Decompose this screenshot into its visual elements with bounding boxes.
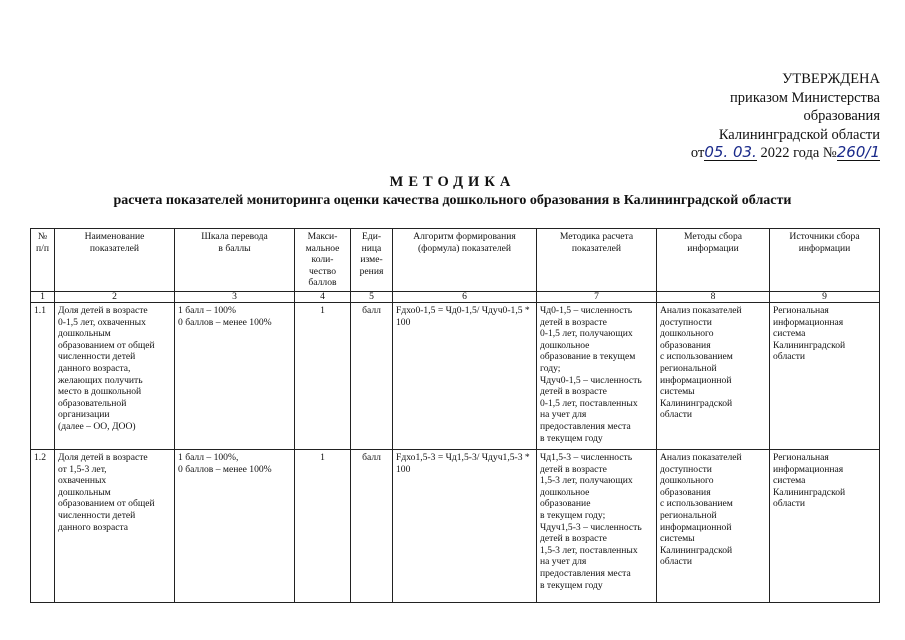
calculation-method: Чд0-1,5 – численность детей в возрасте 0-1,5 лет, получающих дошкольное образование в текущем году; Чдуч0-1,5 – численность детей в возрасте 0-1,5 лет, поставленных на учет для предоставления места в текущем году (537, 302, 657, 449)
header-method: Методика расчета показателей (537, 229, 657, 292)
approval-ministry-line: образования (803, 108, 880, 124)
column-number: 1 (31, 291, 55, 302)
approval-order-line: приказом Министерства (730, 89, 880, 106)
column-number: 9 (770, 291, 880, 302)
handwritten-date: 05. 03. (704, 143, 757, 161)
max-score: 1 (295, 449, 351, 602)
document-title: МЕТОДИКА (389, 174, 516, 190)
approval-region-line: Калининградской области (718, 126, 880, 143)
header-max: Макси- мальное коли- чество баллов (295, 229, 351, 292)
indicators-table (30, 228, 880, 603)
column-number: 8 (657, 291, 770, 302)
table-row (31, 449, 880, 602)
formula: Fдхо1,5-3 = Чд1,5-3/ Чдуч1,5-3 * 100 (393, 449, 537, 602)
header-formula: Алгоритм формирования (формула) показателей (393, 229, 537, 292)
approval-status: УТВЕРЖДЕНА (782, 71, 880, 87)
date-suffix: 2022 года № (760, 145, 837, 161)
information-source: Региональная информационная система Калининградской области (770, 449, 880, 602)
approval-block (660, 70, 880, 163)
document-subtitle: расчета показателей мониторинга оценки качества дошкольного образования в Калининградской области (113, 193, 792, 208)
column-number: 5 (351, 291, 393, 302)
date-prefix: от (690, 145, 705, 161)
column-number: 7 (537, 291, 657, 302)
score-scale: 1 балл – 100%, 0 баллов – менее 100% (175, 449, 295, 602)
column-number: 2 (55, 291, 175, 302)
collection-method: Анализ показателей доступности дошкольного образования с использованием региональной информационной системы Калининградской области (657, 449, 770, 602)
row-number: 1.2 (31, 449, 55, 602)
indicator-name: Доля детей в возрасте 0-1,5 лет, охваченных дошкольным образованием от общей численности детей данного возраста, желающих получить место в дошкольной образовательной организации (далее – ОО, ДОО) (55, 302, 175, 449)
header-source: Источники сбора информации (770, 229, 880, 292)
header-num: № п/п (31, 229, 55, 292)
indicator-name: Доля детей в возрасте от 1,5-3 лет, охваченных дошкольным образованием от общей численности детей данного возраста (55, 449, 175, 602)
row-number: 1.1 (31, 302, 55, 449)
score-scale: 1 балл – 100% 0 баллов – менее 100% (175, 302, 295, 449)
unit: балл (351, 302, 393, 449)
header-collect: Методы сбора информации (657, 229, 770, 292)
column-number: 6 (393, 291, 537, 302)
header-name: Наименование показателей (55, 229, 175, 292)
column-number: 4 (295, 291, 351, 302)
table-row (31, 302, 880, 449)
formula: Fдхо0-1,5 = Чд0-1,5/ Чдуч0-1,5 * 100 (393, 302, 537, 449)
unit: балл (351, 449, 393, 602)
collection-method: Анализ показателей доступности дошкольного образования с использованием региональной информационной системы Калининградской области (657, 302, 770, 449)
header-unit: Еди- ница изме- рения (351, 229, 393, 292)
calculation-method: Чд1,5-3 – численность детей в возрасте 1,5-3 лет, получающих дошкольное образование в текущем году; Чдуч1,5-3 – численность детей в возрасте 1,5-3 лет, поставленных на учет для предоставления места в текущем году (537, 449, 657, 602)
information-source: Региональная информационная система Калининградской области (770, 302, 880, 449)
approval-date-line (660, 144, 880, 163)
max-score: 1 (295, 302, 351, 449)
header-scale: Шкала перевода в баллы (175, 229, 295, 292)
handwritten-order-number: 260/1 (836, 143, 880, 161)
column-number: 3 (175, 291, 295, 302)
table-header-row (31, 229, 880, 292)
column-number-row (31, 291, 880, 302)
